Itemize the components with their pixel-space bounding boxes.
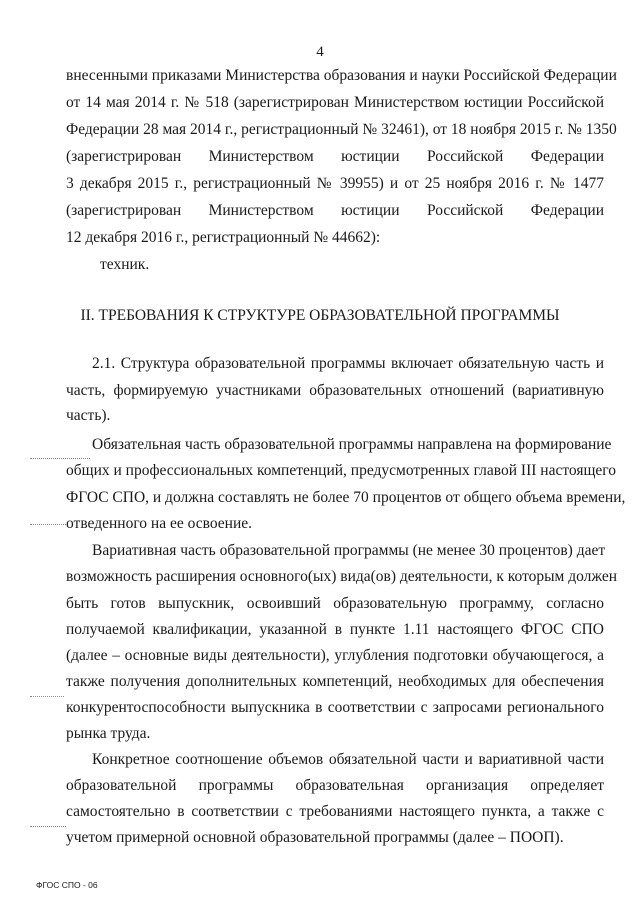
text-line: быть готов выпускник, освоивший образовательную программу, согласно — [66, 595, 604, 612]
scan-artifact — [30, 696, 64, 697]
section-heading: II. ТРЕБОВАНИЯ К СТРУКТУРЕ ОБРАЗОВАТЕЛЬНОЙ ПРОГРАММЫ — [80, 307, 560, 324]
text-line: внесенными приказами Министерства образования и науки Российской Федерации — [66, 67, 617, 84]
text-line: возможность расширения основного(ых) вида(ов) деятельности, к которым должен — [66, 568, 618, 585]
text-line: (зарегистрирован Министерством юстиции Российской Федерации — [66, 202, 604, 219]
text-line: получаемой квалификации, указанной в пункте 1.11 настоящего ФГОС СПО — [66, 621, 604, 638]
text-line: часть, формируемую участниками образовательных отношений (вариативную — [66, 382, 604, 399]
text-line: отведенного на ее освоение. — [66, 515, 252, 532]
text-line: от 14 мая 2014 г. № 518 (зарегистрирован Министерством юстиции Российской — [66, 94, 604, 111]
page-footer: ФГОС СПО - 06 — [36, 880, 98, 890]
text-line: также получения дополнительных компетенций, необходимых для обеспечения — [66, 673, 604, 690]
text-line: конкурентоспособности выпускника в соответствии с запросами регионального — [66, 699, 604, 716]
text-line: самостоятельно в соответствии с требованиями настоящего пункта, а также с — [66, 803, 604, 820]
text-line: образовательной программы образовательная организация определяет — [66, 777, 604, 794]
text-line: часть). — [66, 407, 111, 424]
page-number: 4 — [316, 44, 324, 60]
text-line: 2.1. Структура образовательной программы включает обязательную часть и — [92, 355, 604, 372]
text-line: рынка труда. — [66, 725, 151, 742]
text-line: Вариативная часть образовательной программы (не менее 30 процентов) дает — [92, 542, 606, 559]
text-line: Конкретное соотношение объемов обязательной части и вариативной части — [92, 751, 604, 768]
text-line: (зарегистрирован Министерством юстиции Российской Федерации — [66, 148, 604, 165]
scan-artifact — [30, 826, 66, 827]
scan-artifact — [30, 458, 90, 459]
text-line: (далее – основные виды деятельности), углубления подготовки обучающегося, а — [66, 647, 604, 664]
text-line: ФГОС СПО, и должна составлять не более 70 процентов от общего объема времени, — [66, 489, 626, 506]
text-line: Обязательная часть образовательной программы направлена на формирование — [92, 436, 612, 453]
qualification-text: техник. — [100, 256, 150, 273]
text-line: 3 декабря 2015 г., регистрационный № 39955) и от 25 ноября 2016 г. № 1477 — [66, 175, 604, 192]
text-line: Федерации 28 мая 2014 г., регистрационный № 32461), от 18 ноября 2015 г. № 1350 — [66, 121, 617, 138]
text-line: учетом примерной основной образовательной программы (далее – ПООП). — [66, 829, 564, 846]
scan-artifact — [30, 524, 66, 525]
text-line: 12 декабря 2016 г., регистрационный № 44662): — [66, 229, 381, 246]
text-line: общих и профессиональных компетенций, предусмотренных главой III настоящего — [66, 462, 617, 479]
